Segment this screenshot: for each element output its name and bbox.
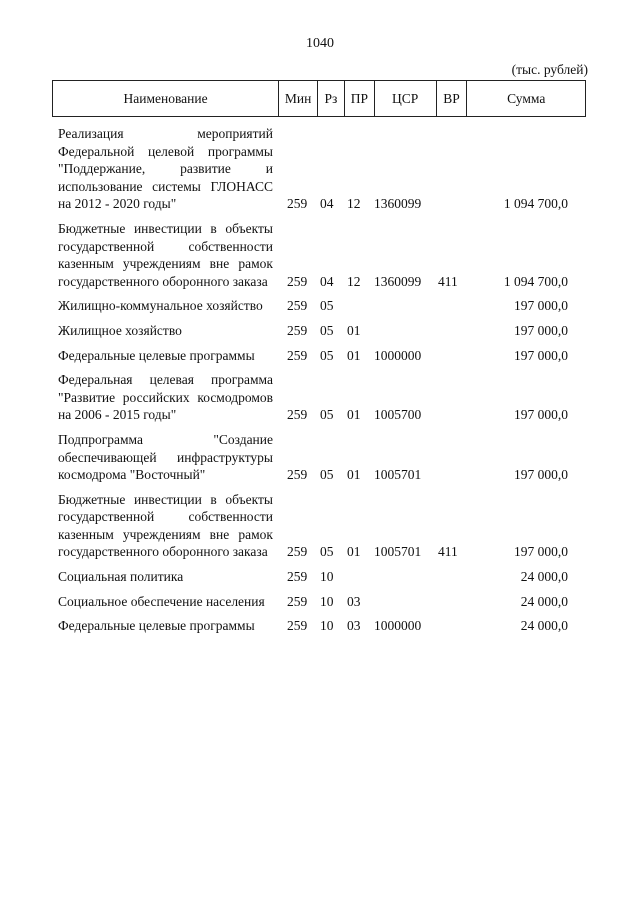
table-row — [58, 371, 588, 424]
row-rz: 05 — [320, 467, 334, 483]
row-rz: 04 — [320, 196, 334, 212]
row-name: Социальная политика — [58, 569, 184, 585]
row-name: Федеральная целевая программа "Развитие российских космодромов на 2006 - 2015 годы" — [58, 372, 273, 423]
row-rz: 05 — [320, 407, 334, 423]
header-vr: ВР — [437, 81, 468, 116]
row-csr: 1005701 — [374, 544, 422, 560]
row-sum: 1 094 700,0 — [503, 196, 568, 212]
row-rz: 05 — [320, 544, 334, 560]
row-min: 259 — [287, 569, 308, 585]
row-name: Федеральные целевые программы — [58, 618, 255, 634]
row-pr: 03 — [347, 593, 361, 609]
row-name: Социальное обеспечение населения — [58, 593, 265, 609]
row-min: 259 — [287, 347, 308, 363]
table-header — [52, 80, 586, 117]
row-min: 259 — [287, 467, 308, 483]
row-min: 259 — [287, 593, 308, 609]
row-csr: 1000000 — [374, 347, 422, 363]
row-rz: 04 — [320, 273, 334, 289]
row-rz: 05 — [320, 298, 334, 314]
row-min: 259 — [287, 544, 308, 560]
row-pr: 01 — [347, 407, 361, 423]
row-name: Жилищное хозяйство — [58, 322, 182, 338]
table-body — [58, 125, 588, 642]
row-rz: 10 — [320, 618, 334, 634]
row-name: Жилищно-коммунальное хозяйство — [58, 298, 263, 314]
page-number: 1040 — [306, 36, 334, 51]
row-pr: 03 — [347, 618, 361, 634]
header-name: Наименование — [53, 81, 279, 116]
row-sum: 24 000,0 — [520, 569, 568, 585]
units-label: (тыс. рублей) — [511, 62, 588, 77]
row-rz: 05 — [320, 347, 334, 363]
row-min: 259 — [287, 407, 308, 423]
table-row — [58, 125, 588, 213]
row-sum: 197 000,0 — [514, 298, 568, 314]
table-row — [58, 322, 588, 340]
row-min: 259 — [287, 298, 308, 314]
table-row — [58, 297, 588, 315]
row-pr: 12 — [347, 196, 361, 212]
row-csr: 1005701 — [374, 467, 422, 483]
table-row — [58, 617, 588, 635]
row-sum: 197 000,0 — [514, 322, 568, 338]
row-csr: 1360099 — [374, 273, 422, 289]
row-pr: 01 — [347, 347, 361, 363]
header-rz: Рз — [318, 81, 345, 116]
row-sum: 24 000,0 — [520, 618, 568, 634]
row-csr: 1005700 — [374, 407, 422, 423]
row-vr: 411 — [438, 273, 458, 289]
row-vr: 411 — [438, 544, 458, 560]
header-sum: Сумма — [507, 90, 546, 106]
row-pr: 12 — [347, 273, 361, 289]
row-min: 259 — [287, 618, 308, 634]
table-row — [58, 431, 588, 484]
row-sum: 197 000,0 — [514, 407, 568, 423]
header-csr: ЦСР — [375, 81, 437, 116]
row-csr: 1360099 — [374, 196, 422, 212]
row-rz: 05 — [320, 322, 334, 338]
row-name: Бюджетные инвестиции в объекты государственной собственности казенным учреждениям вне рамок государственного оборонного заказа — [58, 491, 273, 560]
row-sum: 197 000,0 — [514, 544, 568, 560]
row-sum: 1 094 700,0 — [503, 273, 568, 289]
header-pr: ПР — [345, 81, 375, 116]
row-sum: 24 000,0 — [520, 593, 568, 609]
row-name: Бюджетные инвестиции в объекты государственной собственности казенным учреждениям вне рамок государственного оборонного заказа — [58, 220, 273, 289]
row-min: 259 — [287, 322, 308, 338]
row-pr: 01 — [347, 467, 361, 483]
row-min: 259 — [287, 196, 308, 212]
row-rz: 10 — [320, 569, 334, 585]
table-row — [58, 347, 588, 365]
table-row — [58, 491, 588, 561]
table-row — [58, 568, 588, 586]
row-sum: 197 000,0 — [514, 347, 568, 363]
row-csr: 1000000 — [374, 618, 422, 634]
header-min: Мин — [279, 81, 318, 116]
row-rz: 10 — [320, 593, 334, 609]
row-pr: 01 — [347, 544, 361, 560]
row-min: 259 — [287, 273, 308, 289]
row-sum: 197 000,0 — [514, 467, 568, 483]
table-row — [58, 593, 588, 611]
row-name: Федеральные целевые программы — [58, 347, 255, 363]
row-name: Подпрограмма "Создание обеспечивающей инфраструктуры космодрома "Восточный" — [58, 431, 273, 483]
row-pr: 01 — [347, 322, 361, 338]
row-name: Реализация мероприятий Федеральной целевой программы "Поддержание, развитие и использование системы ГЛОНАСС на 2012 - 2020 годы" — [58, 126, 273, 212]
table-row — [58, 220, 588, 290]
